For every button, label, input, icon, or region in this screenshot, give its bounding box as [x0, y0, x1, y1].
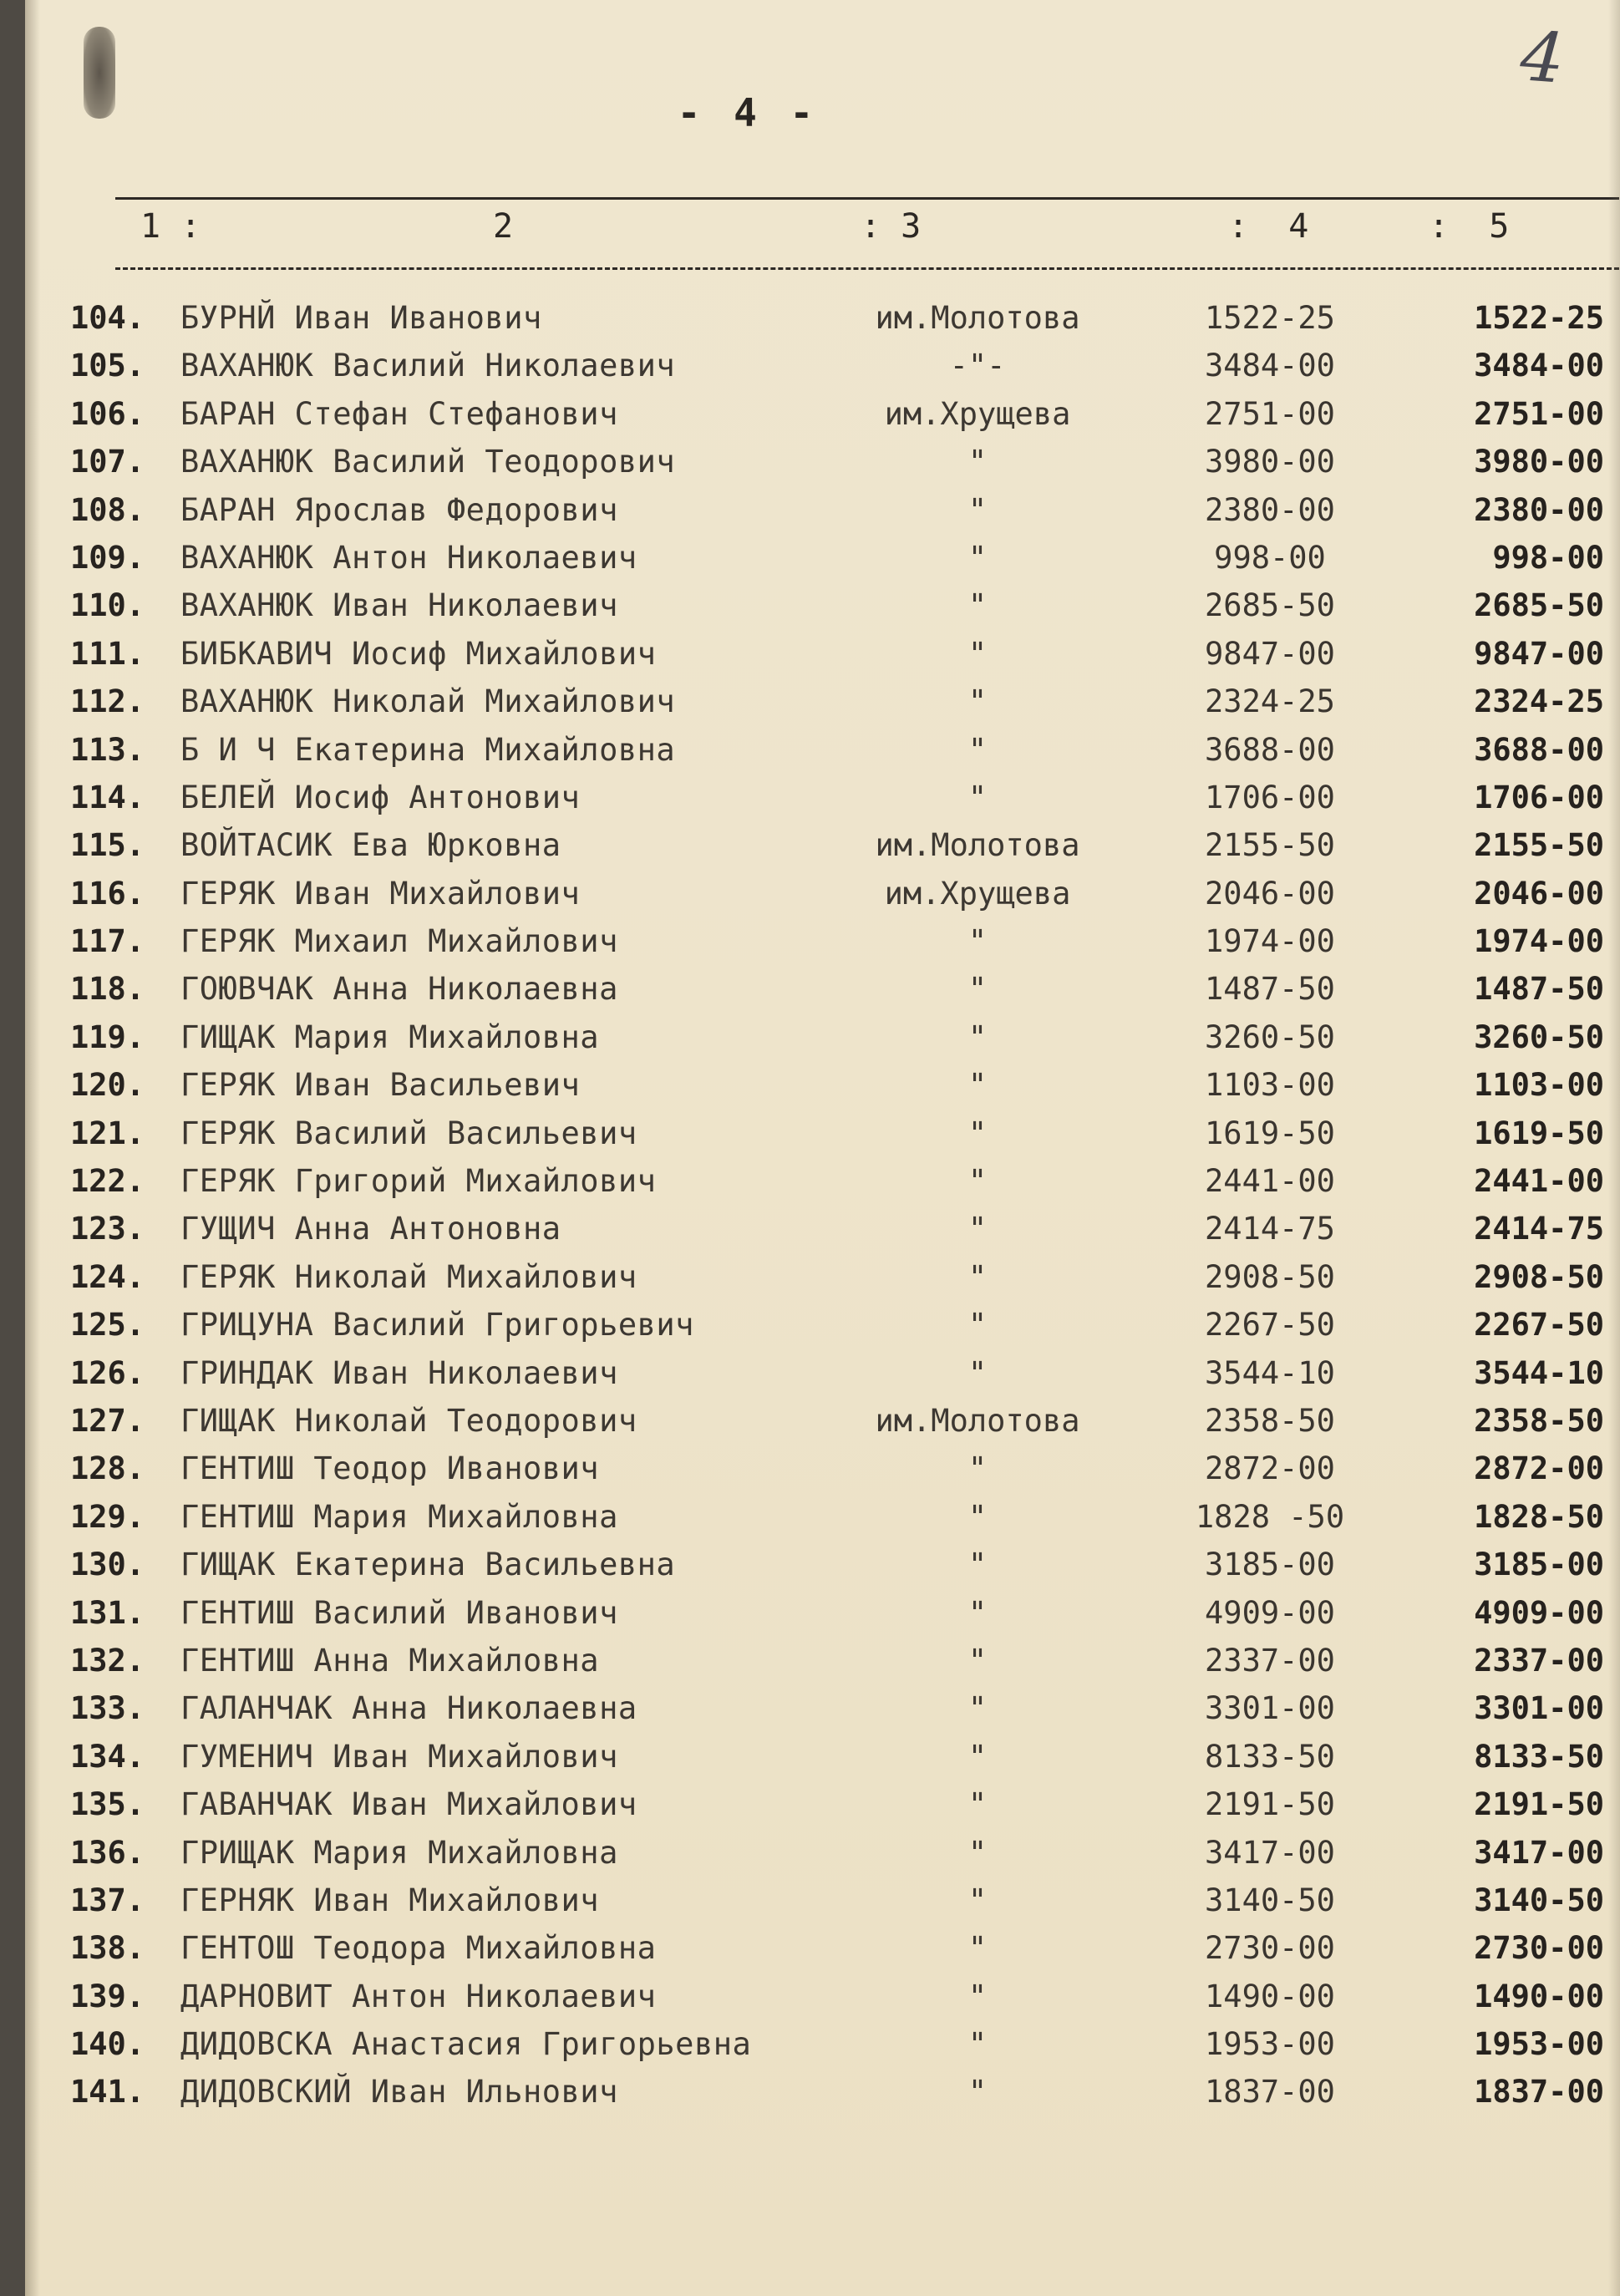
row-number: 116. [70, 875, 145, 912]
row-number: 136. [70, 1834, 145, 1871]
amount-column-5: 1706-00 [1474, 779, 1604, 815]
kolkhoz-name: " [967, 1738, 988, 1775]
amount-column-4: 1974-00 [1205, 923, 1335, 960]
row-number: 139. [70, 1978, 145, 2014]
amount-column-5: 1974-00 [1474, 923, 1604, 960]
amount-column-4: 3417-00 [1205, 1834, 1335, 1871]
person-name: ГИЩАК Мария Михайловна [180, 1018, 600, 1055]
table-row [25, 390, 1620, 438]
row-number: 128. [70, 1450, 145, 1487]
row-number: 134. [70, 1738, 145, 1775]
document-page [25, 0, 1620, 2296]
amount-column-4: 9847-00 [1205, 635, 1335, 672]
amount-column-5: 2337-00 [1474, 1642, 1604, 1679]
page-number: - 4 - [677, 90, 819, 135]
table-row [25, 1157, 1620, 1205]
row-number: 141. [70, 2074, 145, 2111]
amount-column-5: 2751-00 [1474, 395, 1604, 432]
table-row [25, 1733, 1620, 1780]
amount-column-4: 2155-50 [1205, 827, 1335, 864]
person-name: Б И Ч Екатерина Михайловна [180, 731, 676, 768]
table-row [25, 1973, 1620, 2020]
header-rule-top [115, 197, 1619, 200]
row-number: 114. [70, 779, 145, 815]
amount-column-4: 1953-00 [1205, 2026, 1335, 2063]
amount-column-5: 3980-00 [1474, 444, 1604, 480]
row-number: 113. [70, 731, 145, 768]
kolkhoz-name: им.Хрущева [884, 395, 1071, 432]
kolkhoz-name: " [967, 1115, 988, 1151]
kolkhoz-name: " [967, 1258, 988, 1295]
person-name: ГРИНДАК Иван Николаевич [180, 1354, 618, 1391]
table-row [25, 582, 1620, 629]
kolkhoz-name: " [967, 1594, 988, 1631]
amount-column-4: 2380-00 [1205, 491, 1335, 528]
amount-column-5: 2872-00 [1474, 1450, 1604, 1487]
amount-column-5: 2267-50 [1474, 1307, 1604, 1344]
column-header-4-label: 4 [1288, 207, 1309, 246]
kolkhoz-name: " [967, 1498, 988, 1535]
row-number: 111. [70, 635, 145, 672]
kolkhoz-name: " [967, 1978, 988, 2014]
table-row [25, 1877, 1620, 1924]
amount-column-5: 2414-75 [1474, 1211, 1604, 1247]
row-number: 107. [70, 444, 145, 480]
table-row [25, 2020, 1620, 2068]
kolkhoz-name: " [967, 444, 988, 480]
table-row [25, 1445, 1620, 1492]
amount-column-5: 1522-25 [1474, 300, 1604, 336]
row-number: 130. [70, 1547, 145, 1583]
column-header-3-label: 3 [901, 207, 922, 246]
kolkhoz-name: " [967, 1547, 988, 1583]
kolkhoz-name: " [967, 635, 988, 672]
person-name: ГАВАНЧАК Иван Михайлович [180, 1786, 637, 1823]
amount-column-5: 998-00 [1492, 539, 1604, 576]
amount-column-4: 2908-50 [1205, 1258, 1335, 1295]
row-number: 120. [70, 1067, 145, 1104]
row-number: 105. [70, 348, 145, 384]
row-number: 138. [70, 1930, 145, 1967]
person-name: ГЕНТИШ Анна Михайловна [180, 1642, 600, 1679]
table-row [25, 1829, 1620, 1877]
table-row [25, 1301, 1620, 1349]
person-name: ВАХАНЮК Василий Теодорович [180, 444, 676, 480]
kolkhoz-name: им.Молотова [875, 1402, 1080, 1439]
amount-column-4: 2441-00 [1205, 1163, 1335, 1200]
person-name: ГЕРЯК Михаил Михайлович [180, 923, 618, 960]
table-row [25, 1061, 1620, 1109]
amount-column-5: 1837-00 [1474, 2074, 1604, 2111]
person-name: ГЕНТИШ Василий Иванович [180, 1594, 618, 1631]
person-name: ГУМЕНИЧ Иван Михайлович [180, 1738, 618, 1775]
table-row [25, 774, 1620, 821]
amount-column-4: 2046-00 [1205, 875, 1335, 912]
table-row [25, 1013, 1620, 1061]
kolkhoz-name: -"- [949, 348, 1006, 384]
amount-column-4: 1619-50 [1205, 1115, 1335, 1151]
amount-column-4: 2267-50 [1205, 1307, 1335, 1344]
amount-column-5: 2441-00 [1474, 1163, 1604, 1200]
archive-page-number: 4 [1517, 17, 1567, 99]
kolkhoz-name: " [967, 1163, 988, 1200]
amount-column-5: 2046-00 [1474, 875, 1604, 912]
row-number: 129. [70, 1498, 145, 1535]
table-row [25, 1541, 1620, 1588]
kolkhoz-name: " [967, 1018, 988, 1055]
table-row [25, 870, 1620, 917]
person-name: БАРАН Стефан Стефанович [180, 395, 618, 432]
person-name: ГЕРЯК Иван Михайлович [180, 875, 581, 912]
person-name: ГАЛАНЧАК Анна Николаевна [180, 1690, 637, 1727]
kolkhoz-name: " [967, 1307, 988, 1344]
kolkhoz-name: " [967, 1786, 988, 1823]
column-header-1-label: 1 [140, 207, 161, 246]
table-row [25, 1780, 1620, 1828]
amount-column-5: 2730-00 [1474, 1930, 1604, 1967]
ledger-rows [25, 294, 1620, 2116]
person-name: ГЕНТОШ Теодора Михайловна [180, 1930, 657, 1967]
table-row [25, 821, 1620, 869]
amount-column-4: 2414-75 [1205, 1211, 1335, 1247]
person-name: ВАХАНЮК Николай Михайлович [180, 683, 676, 720]
amount-column-4: 1706-00 [1205, 779, 1335, 815]
amount-column-5: 1619-50 [1474, 1115, 1604, 1151]
kolkhoz-name: " [967, 587, 988, 624]
column-header-3: : 3 [861, 207, 922, 246]
amount-column-5: 3484-00 [1474, 348, 1604, 384]
person-name: ГЕРЯК Николай Михайлович [180, 1258, 637, 1295]
kolkhoz-name: " [967, 1930, 988, 1967]
amount-column-4: 2191-50 [1205, 1786, 1335, 1823]
punch-hole [84, 27, 115, 119]
row-number: 123. [70, 1211, 145, 1247]
row-number: 122. [70, 1163, 145, 1200]
row-number: 118. [70, 971, 145, 1008]
row-number: 133. [70, 1690, 145, 1727]
kolkhoz-name: " [967, 779, 988, 815]
amount-column-5: 2908-50 [1474, 1258, 1604, 1295]
table-row [25, 965, 1620, 1013]
row-number: 115. [70, 827, 145, 864]
amount-column-4: 2337-00 [1205, 1642, 1335, 1679]
person-name: ДИДОВСКА Анастасия Григорьевна [180, 2026, 752, 2063]
person-name: ГРИЩАК Мария Михайловна [180, 1834, 618, 1871]
kolkhoz-name: " [967, 491, 988, 528]
row-number: 106. [70, 395, 145, 432]
person-name: ВАХАНЮК Василий Николаевич [180, 348, 676, 384]
kolkhoz-name: " [967, 1450, 988, 1487]
person-name: БИБКАВИЧ Иосиф Михайлович [180, 635, 657, 672]
row-number: 131. [70, 1594, 145, 1631]
amount-column-4: 3260-50 [1205, 1018, 1335, 1055]
amount-column-4: 1487-50 [1205, 971, 1335, 1008]
person-name: ГОЮВЧАК Анна Николаевна [180, 971, 618, 1008]
row-number: 110. [70, 587, 145, 624]
row-number: 117. [70, 923, 145, 960]
table-row [25, 438, 1620, 485]
amount-column-4: 2685-50 [1205, 587, 1335, 624]
amount-column-5: 1487-50 [1474, 971, 1604, 1008]
amount-column-5: 3140-50 [1474, 1882, 1604, 1918]
person-name: БЕЛЕЙ Иосиф Антонович [180, 779, 581, 815]
kolkhoz-name: им.Молотова [875, 827, 1080, 864]
column-header-2: 2 [493, 207, 514, 246]
table-row [25, 1110, 1620, 1157]
amount-column-4: 3688-00 [1205, 731, 1335, 768]
amount-column-5: 8133-50 [1474, 1738, 1604, 1775]
amount-column-5: 1490-00 [1474, 1978, 1604, 2014]
row-number: 119. [70, 1018, 145, 1055]
column-header-1: 1 : [140, 207, 201, 246]
kolkhoz-name: " [967, 1642, 988, 1679]
row-number: 126. [70, 1354, 145, 1391]
table-row [25, 1589, 1620, 1637]
table-row [25, 1205, 1620, 1252]
amount-column-4: 2730-00 [1205, 1930, 1335, 1967]
table-row [25, 342, 1620, 389]
person-name: ГЕНТИШ Мария Михайловна [180, 1498, 618, 1535]
amount-column-5: 1953-00 [1474, 2026, 1604, 2063]
row-number: 124. [70, 1258, 145, 1295]
person-name: БУРНЙ Иван Иванович [180, 300, 542, 336]
person-name: ГЕРЯК Василий Васильевич [180, 1115, 637, 1151]
person-name: ГЕРЯК Григорий Михайлович [180, 1163, 657, 1200]
amount-column-5: 3301-00 [1474, 1690, 1604, 1727]
amount-column-4: 3980-00 [1205, 444, 1335, 480]
amount-column-4: 3140-50 [1205, 1882, 1335, 1918]
amount-column-5: 9847-00 [1474, 635, 1604, 672]
amount-column-4: 2324-25 [1205, 683, 1335, 720]
amount-column-5: 1103-00 [1474, 1067, 1604, 1104]
person-name: ГИЩАК Екатерина Васильевна [180, 1547, 676, 1583]
kolkhoz-name: " [967, 1067, 988, 1104]
kolkhoz-name: " [967, 971, 988, 1008]
amount-column-4: 1103-00 [1205, 1067, 1335, 1104]
amount-column-4: 3185-00 [1205, 1547, 1335, 1583]
table-row [25, 917, 1620, 965]
person-name: ВОЙТАСИК Ева Юрковна [180, 827, 561, 864]
kolkhoz-name: им.Хрущева [884, 875, 1071, 912]
row-number: 140. [70, 2026, 145, 2063]
amount-column-5: 2324-25 [1474, 683, 1604, 720]
amount-column-4: 1522-25 [1205, 300, 1335, 336]
amount-column-5: 3417-00 [1474, 1834, 1604, 1871]
amount-column-4: 4909-00 [1205, 1594, 1335, 1631]
amount-column-4: 8133-50 [1205, 1738, 1335, 1775]
kolkhoz-name: " [967, 683, 988, 720]
table-row [25, 678, 1620, 725]
amount-column-4: 1490-00 [1205, 1978, 1335, 2014]
table-row [25, 726, 1620, 774]
row-number: 135. [70, 1786, 145, 1823]
table-row [25, 2068, 1620, 2116]
amount-column-5: 3185-00 [1474, 1547, 1604, 1583]
amount-column-4: 3301-00 [1205, 1690, 1335, 1727]
person-name: ГРИЦУНА Василий Григорьевич [180, 1307, 694, 1344]
amount-column-5: 2191-50 [1474, 1786, 1604, 1823]
person-name: ГУЩИЧ Анна Антоновна [180, 1211, 561, 1247]
kolkhoz-name: " [967, 2026, 988, 2063]
kolkhoz-name: " [967, 1354, 988, 1391]
amount-column-4: 3544-10 [1205, 1354, 1335, 1391]
person-name: ВАХАНЮК Иван Николаевич [180, 587, 618, 624]
row-number: 112. [70, 683, 145, 720]
column-header-5-label: 5 [1489, 207, 1510, 246]
person-name: ВАХАНЮК Антон Николаевич [180, 539, 637, 576]
table-row [25, 1349, 1620, 1397]
row-number: 125. [70, 1307, 145, 1344]
table-row [25, 630, 1620, 678]
kolkhoz-name: " [967, 2074, 988, 2111]
person-name: ГЕНТИШ Теодор Иванович [180, 1450, 600, 1487]
row-number: 108. [70, 491, 145, 528]
person-name: ГЕРНЯК Иван Михайлович [180, 1882, 600, 1918]
amount-column-5: 2358-50 [1474, 1402, 1604, 1439]
person-name: ГИЩАК Николай Теодорович [180, 1402, 637, 1439]
amount-column-4: 3484-00 [1205, 348, 1335, 384]
table-row [25, 1397, 1620, 1445]
amount-column-4: 1828 -50 [1195, 1498, 1345, 1535]
kolkhoz-name: им.Молотова [875, 300, 1080, 336]
kolkhoz-name: " [967, 1882, 988, 1918]
row-number: 109. [70, 539, 145, 576]
row-number: 104. [70, 300, 145, 336]
table-row [25, 1253, 1620, 1301]
person-name: ГЕРЯК Иван Васильевич [180, 1067, 581, 1104]
amount-column-5: 2380-00 [1474, 491, 1604, 528]
table-row [25, 1637, 1620, 1684]
amount-column-4: 2358-50 [1205, 1402, 1335, 1439]
amount-column-5: 3688-00 [1474, 731, 1604, 768]
amount-column-5: 2685-50 [1474, 587, 1604, 624]
kolkhoz-name: " [967, 539, 988, 576]
table-row [25, 486, 1620, 534]
table-row [25, 1684, 1620, 1732]
kolkhoz-name: " [967, 1211, 988, 1247]
amount-column-5: 3260-50 [1474, 1018, 1604, 1055]
person-name: БАРАН Ярослав Федорович [180, 491, 618, 528]
kolkhoz-name: " [967, 1690, 988, 1727]
table-row [25, 1493, 1620, 1541]
amount-column-5: 3544-10 [1474, 1354, 1604, 1391]
amount-column-4: 2751-00 [1205, 395, 1335, 432]
column-header-4: : 4 [1228, 207, 1309, 246]
row-number: 137. [70, 1882, 145, 1918]
row-number: 121. [70, 1115, 145, 1151]
header-rule-bottom [115, 267, 1619, 270]
row-number: 127. [70, 1402, 145, 1439]
row-number: 132. [70, 1642, 145, 1679]
person-name: ДИДОВСКИЙ Иван Ильнович [180, 2074, 618, 2111]
amount-column-5: 2155-50 [1474, 827, 1604, 864]
amount-column-5: 1828-50 [1474, 1498, 1604, 1535]
table-row [25, 534, 1620, 582]
table-row [25, 1924, 1620, 1972]
amount-column-4: 2872-00 [1205, 1450, 1335, 1487]
amount-column-4: 1837-00 [1205, 2074, 1335, 2111]
column-header-5: : 5 [1429, 207, 1510, 246]
kolkhoz-name: " [967, 923, 988, 960]
kolkhoz-name: " [967, 731, 988, 768]
table-row [25, 294, 1620, 342]
amount-column-4: 998-00 [1214, 539, 1326, 576]
kolkhoz-name: " [967, 1834, 988, 1871]
person-name: ДАРНОВИТ Антон Николаевич [180, 1978, 657, 2014]
amount-column-5: 4909-00 [1474, 1594, 1604, 1631]
